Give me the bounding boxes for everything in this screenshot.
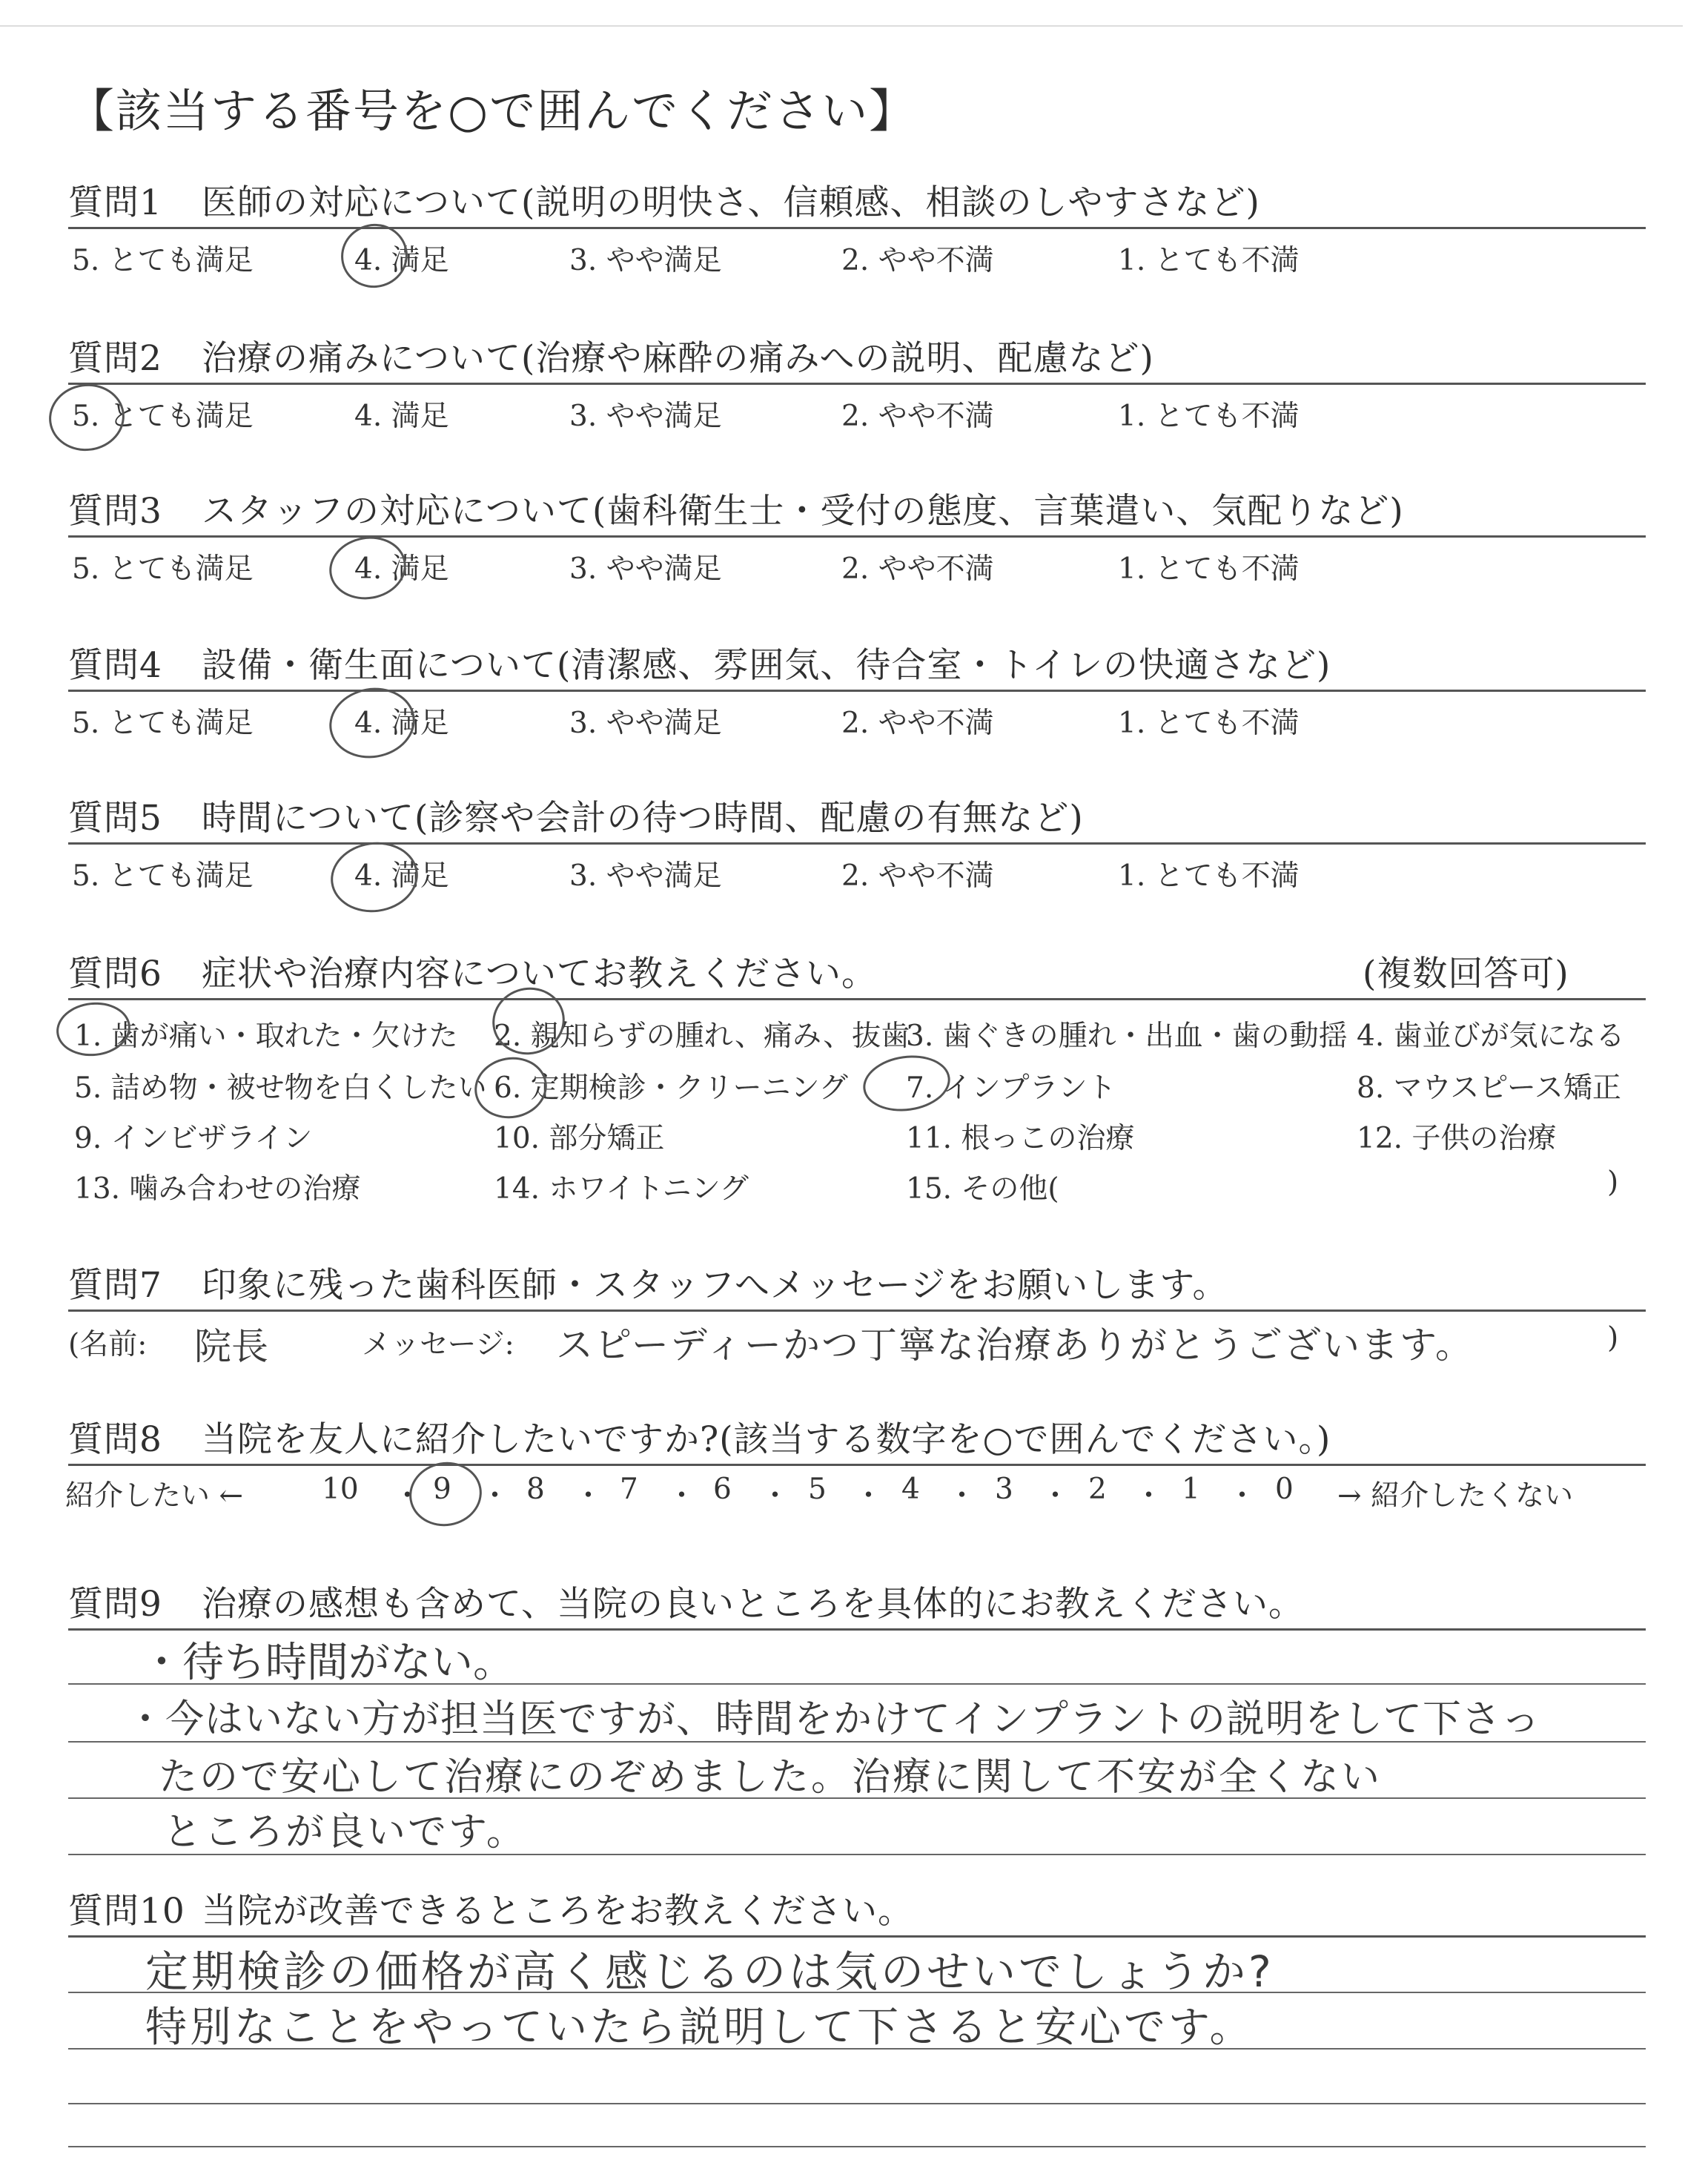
question-3-rule <box>68 535 1646 538</box>
question-4-text: 設備・衛生面について(清潔感、雰囲気、待合室・トイレの快適さなど) <box>202 645 1331 686</box>
q8-dot: ・ <box>1228 1479 1257 1513</box>
question-4-rule <box>68 690 1646 692</box>
q8-score-7[interactable]: 7 <box>620 1473 638 1506</box>
q7-name-value[interactable]: 院長 <box>194 1325 268 1368</box>
q5-option-5[interactable]: 5. とても満足 <box>72 859 254 893</box>
question-5-rule <box>68 842 1646 845</box>
q2-option-4[interactable]: 4. 満足 <box>354 400 449 433</box>
q8-score-5[interactable]: 5 <box>808 1473 827 1506</box>
q6-option-15-close: ) <box>1607 1166 1619 1199</box>
question-6-note: (複数回答可) <box>1363 954 1569 994</box>
question-2-rule <box>68 383 1646 385</box>
q2-option-2[interactable]: 2. やや不満 <box>841 400 994 433</box>
question-4-label: 質問4 <box>68 645 162 686</box>
question-7-rule <box>68 1309 1646 1312</box>
q6-option-1[interactable]: 1. 歯が痛い・取れた・欠けた <box>74 1020 458 1053</box>
q8-dot: ・ <box>667 1479 697 1513</box>
q5-selection-circle <box>326 836 423 918</box>
q5-option-4[interactable]: 4. 満足 <box>354 859 449 893</box>
question-5-label: 質問5 <box>68 798 162 839</box>
q7-message-value[interactable]: スピーディーかつ丁寧な治療ありがとうございます。 <box>556 1324 1474 1367</box>
q2-option-3[interactable]: 3. やや満足 <box>569 400 722 433</box>
question-3-label: 質問3 <box>68 491 162 532</box>
q5-option-3[interactable]: 3. やや満足 <box>569 859 722 893</box>
question-7-label: 質問7 <box>68 1265 162 1306</box>
q6-option-2[interactable]: 2. 親知らずの腫れ、痛み、抜歯 <box>494 1020 910 1053</box>
q8-score-0[interactable]: 0 <box>1275 1473 1294 1506</box>
q6-option-7[interactable]: 7. インプラント <box>906 1071 1116 1105</box>
q3-option-1[interactable]: 1. とても不満 <box>1118 552 1300 586</box>
q8-selection-circle <box>404 1456 486 1532</box>
q8-score-6[interactable]: 6 <box>713 1473 732 1506</box>
q9-answer-line-3[interactable]: たので安心して治療にのぞめました。治療に関して不安が全くない <box>159 1755 1383 1800</box>
q4-option-3[interactable]: 3. やや満足 <box>569 707 722 740</box>
question-6-label: 質問6 <box>68 954 162 994</box>
question-1-text: 医師の対応について(説明の明快さ、信頼感、相談のしやすさなど) <box>202 182 1260 223</box>
q10-line <box>68 2146 1646 2147</box>
q10-line <box>68 2103 1646 2104</box>
q3-selection-circle <box>324 531 411 606</box>
q7-name-label: (名前: <box>68 1328 148 1361</box>
q8-dot: ・ <box>1134 1479 1164 1513</box>
q7-close-paren: ) <box>1607 1321 1619 1355</box>
question-10-text: 当院が改善できるところをお教えください。 <box>202 1891 913 1932</box>
q6-selection-circle-7 <box>859 1050 953 1117</box>
q8-score-2[interactable]: 2 <box>1088 1473 1107 1506</box>
q9-answer-line-2[interactable]: ・今はいない方が担当医ですが、時間をかけてインプラントの説明をして下さっ <box>126 1697 1541 1742</box>
question-2-text: 治療の痛みについて(治療や麻酔の痛みへの説明、配慮など) <box>202 338 1154 379</box>
q9-answer-line-4[interactable]: ところが良いです。 <box>163 1810 527 1855</box>
q6-option-8[interactable]: 8. マウスピース矯正 <box>1357 1071 1621 1105</box>
q4-selection-circle <box>324 681 421 765</box>
question-7-text: 印象に残った歯科医師・スタッフへメッセージをお願いします。 <box>202 1265 1228 1306</box>
q2-selection-circle <box>44 379 129 455</box>
q8-dot: ・ <box>574 1479 603 1513</box>
q8-dot: ・ <box>854 1479 884 1513</box>
q8-dot: ・ <box>393 1479 423 1513</box>
q8-score-9[interactable]: 9 <box>433 1473 451 1506</box>
q2-option-5[interactable]: 5. とても満足 <box>72 400 254 433</box>
q10-answer-line-1[interactable]: 定期検診の価格が高く感じるのは気のせいでしょうか? <box>145 1946 1274 1997</box>
q6-selection-circle-6 <box>470 1051 552 1124</box>
q6-option-13[interactable]: 13. 噛み合わせの治療 <box>74 1172 361 1206</box>
q6-option-10[interactable]: 10. 部分矯正 <box>494 1122 665 1155</box>
q1-selection-circle <box>335 218 414 294</box>
q3-option-2[interactable]: 2. やや不満 <box>841 552 994 586</box>
q8-right-label: → 紹介したくない <box>1337 1479 1574 1513</box>
question-9-label: 質問9 <box>68 1584 162 1625</box>
question-8-label: 質問8 <box>68 1419 162 1460</box>
question-9-text: 治療の感想も含めて、当院の良いところを具体的にお教えください。 <box>202 1584 1305 1625</box>
q6-option-15[interactable]: 15. その他( <box>906 1172 1059 1206</box>
question-5-text: 時間について(診察や会計の待つ時間、配慮の有無など) <box>202 798 1084 839</box>
q6-option-5[interactable]: 5. 詰め物・被せ物を白くしたい <box>74 1071 487 1105</box>
question-8-text: 当院を友人に紹介したいですか?(該当する数字を○で囲んでください。) <box>202 1419 1331 1460</box>
q2-option-1[interactable]: 1. とても不満 <box>1118 400 1300 433</box>
q1-option-4[interactable]: 4. 満足 <box>354 244 449 277</box>
q6-option-6[interactable]: 6. 定期検診・クリーニング <box>494 1071 848 1105</box>
q1-option-3[interactable]: 3. やや満足 <box>569 244 722 277</box>
q8-score-8[interactable]: 8 <box>526 1473 545 1506</box>
q9-answer-line-1[interactable]: ・待ち時間がない。 <box>141 1639 514 1687</box>
q6-option-9[interactable]: 9. インビザライン <box>74 1122 313 1155</box>
question-10-label: 質問10 <box>68 1891 185 1932</box>
question-6-rule <box>68 998 1646 1000</box>
q6-option-12[interactable]: 12. 子供の治療 <box>1357 1122 1557 1155</box>
q8-dot: ・ <box>480 1479 510 1513</box>
q8-left-label: 紹介したい ← <box>65 1479 244 1513</box>
q1-option-2[interactable]: 2. やや不満 <box>841 244 994 277</box>
q8-dot: ・ <box>761 1479 790 1513</box>
q8-score-10[interactable]: 10 <box>322 1473 359 1506</box>
q4-option-2[interactable]: 2. やや不満 <box>841 707 994 740</box>
question-6-text: 症状や治療内容についてお教えください。 <box>202 954 878 994</box>
q8-score-1[interactable]: 1 <box>1182 1473 1200 1506</box>
q10-answer-line-2[interactable]: 特別なことをやっていたら説明して下さると安心です。 <box>145 2004 1254 2052</box>
q5-option-1[interactable]: 1. とても不満 <box>1118 859 1300 893</box>
q7-message-label: メッセージ: <box>362 1328 514 1361</box>
q6-option-11[interactable]: 11. 根っこの治療 <box>906 1122 1135 1155</box>
q8-dot: ・ <box>1041 1479 1070 1513</box>
q4-option-4[interactable]: 4. 満足 <box>354 707 449 740</box>
q5-option-2[interactable]: 2. やや不満 <box>841 859 994 893</box>
q3-option-3[interactable]: 3. やや満足 <box>569 552 722 586</box>
question-1-label: 質問1 <box>68 182 162 223</box>
q3-option-5[interactable]: 5. とても満足 <box>72 552 254 586</box>
question-3-text: スタッフの対応について(歯科衛生士・受付の態度、言葉遣い、気配りなど) <box>202 491 1404 532</box>
q8-score-4[interactable]: 4 <box>901 1473 920 1506</box>
q4-option-5[interactable]: 5. とても満足 <box>72 707 254 740</box>
q6-option-14[interactable]: 14. ホワイトニング <box>494 1172 749 1206</box>
q1-option-5[interactable]: 5. とても満足 <box>72 244 254 277</box>
q6-option-3[interactable]: 3. 歯ぐきの腫れ・出血・歯の動揺 <box>906 1020 1348 1053</box>
question-2-label: 質問2 <box>68 338 162 379</box>
scan-top-edge <box>0 25 1683 27</box>
q3-option-4[interactable]: 4. 満足 <box>354 552 449 586</box>
q4-option-1[interactable]: 1. とても不満 <box>1118 707 1300 740</box>
question-8-rule <box>68 1464 1646 1466</box>
q8-score-3[interactable]: 3 <box>995 1473 1013 1506</box>
q1-option-1[interactable]: 1. とても不満 <box>1118 244 1300 277</box>
instruction-heading: 【該当する番号を○で囲んでください】 <box>68 84 917 138</box>
question-1-rule <box>68 227 1646 229</box>
q8-dot: ・ <box>947 1479 977 1513</box>
q6-option-4[interactable]: 4. 歯並びが気になる <box>1357 1020 1625 1053</box>
